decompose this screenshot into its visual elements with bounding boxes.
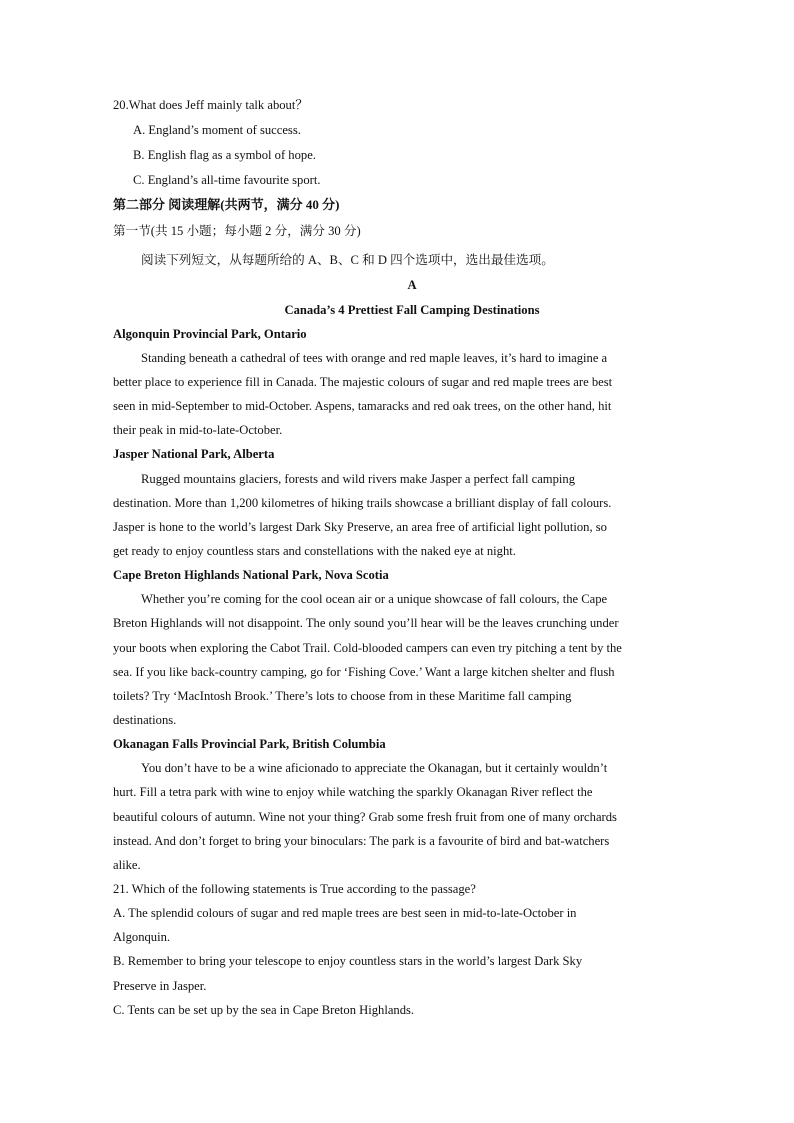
question-21-option-c: C. Tents can be set up by the sea in Cape Breton Highlands. <box>113 1003 415 1017</box>
paragraph-line: Jasper is hone to the world’s largest Dark Sky Preserve, an area free of artificial light pollution, so <box>113 520 607 534</box>
paragraph-line: toilets? Try ‘MacIntosh Brook.’ There’s lots to choose from in these Maritime fall camping <box>113 689 572 703</box>
question-21-option-a-cont: Algonquin. <box>113 930 171 944</box>
passage-label: A <box>407 278 417 292</box>
paragraph-line: Rugged mountains glaciers, forests and wild rivers make Jasper a perfect fall camping <box>141 472 575 486</box>
question-20-option-a: A. England’s moment of success. <box>133 123 301 137</box>
question-20-stem: 20.What does Jeff mainly talk about？ <box>113 98 308 112</box>
question-21-option-b: B. Remember to bring your telescope to enjoy countless stars in the world’s largest Dark Sky <box>113 954 583 968</box>
paragraph-line: their peak in mid-to-late-October. <box>113 423 283 437</box>
park-heading-jasper: Jasper National Park, Alberta <box>113 447 275 461</box>
paragraph-line: Breton Highlands will not disappoint. The only sound you’ll hear will be the leaves crunching under <box>113 616 619 630</box>
passage-title: Canada’s 4 Prettiest Fall Camping Destinations <box>284 303 540 317</box>
park-heading-okanagan: Okanagan Falls Provincial Park, British Columbia <box>113 737 386 751</box>
question-21-option-b-cont: Preserve in Jasper. <box>113 979 207 993</box>
paragraph-line: get ready to enjoy countless stars and constellations with the naked eye at night. <box>113 544 516 558</box>
paragraph-line: your boots when exploring the Cabot Trail. Cold-blooded campers can even try pitching a tent by the <box>113 641 622 655</box>
section-1-title: 第一节(共 15 小题；每小题 2 分，满分 30 分) <box>113 224 361 238</box>
question-21-option-a: A. The splendid colours of sugar and red maple trees are best seen in mid-to-late-October in <box>113 906 577 920</box>
paragraph-line: better place to experience fill in Canada. The majestic colours of sugar and red maple trees are best <box>113 375 613 389</box>
paragraph-line: Standing beneath a cathedral of tees with orange and red maple leaves, it’s hard to imagine a <box>141 351 608 365</box>
paragraph-line: Whether you’re coming for the cool ocean air or a unique showcase of fall colours, the Cape <box>141 592 608 606</box>
question-20-option-b: B. English flag as a symbol of hope. <box>133 148 316 162</box>
paragraph-line: You don’t have to be a wine aficionado to appreciate the Okanagan, but it certainly wouldn’t <box>141 761 608 775</box>
question-20-option-c: C. England’s all-time favourite sport. <box>133 173 321 187</box>
park-heading-algonquin: Algonquin Provincial Park, Ontario <box>113 327 307 341</box>
paragraph-line: beautiful colours of autumn. Wine not your thing? Grab some fresh fruit from one of many orchards <box>113 810 617 824</box>
paragraph-line: sea. If you like back-country camping, go for ‘Fishing Cove.’ Want a large kitchen shelter and flush <box>113 665 615 679</box>
reading-instruction: 阅读下列短文，从每题所给的 A、B、C 和 D 四个选项中，选出最佳选项。 <box>141 253 554 267</box>
paragraph-line: destinations. <box>113 713 177 727</box>
paragraph-line: alike. <box>113 858 141 872</box>
paragraph-line: instead. And don’t forget to bring your binoculars: The park is a favourite of bird and bat-watchers <box>113 834 610 848</box>
paragraph-line: destination. More than 1,200 kilometres of hiking trails showcase a brilliant display of fall colours. <box>113 496 612 510</box>
part-2-title: 第二部分 阅读理解(共两节，满分 40 分) <box>113 197 340 212</box>
park-heading-cape-breton: Cape Breton Highlands National Park, Nova Scotia <box>113 568 389 582</box>
question-21-stem: 21. Which of the following statements is True according to the passage? <box>113 882 476 896</box>
paragraph-line: seen in mid-September to mid-October. Aspens, tamaracks and red oak trees, on the other hand, hit <box>113 399 612 413</box>
paragraph-line: hurt. Fill a tetra park with wine to enjoy while watching the sparkly Okanagan River reflect the <box>113 785 593 799</box>
